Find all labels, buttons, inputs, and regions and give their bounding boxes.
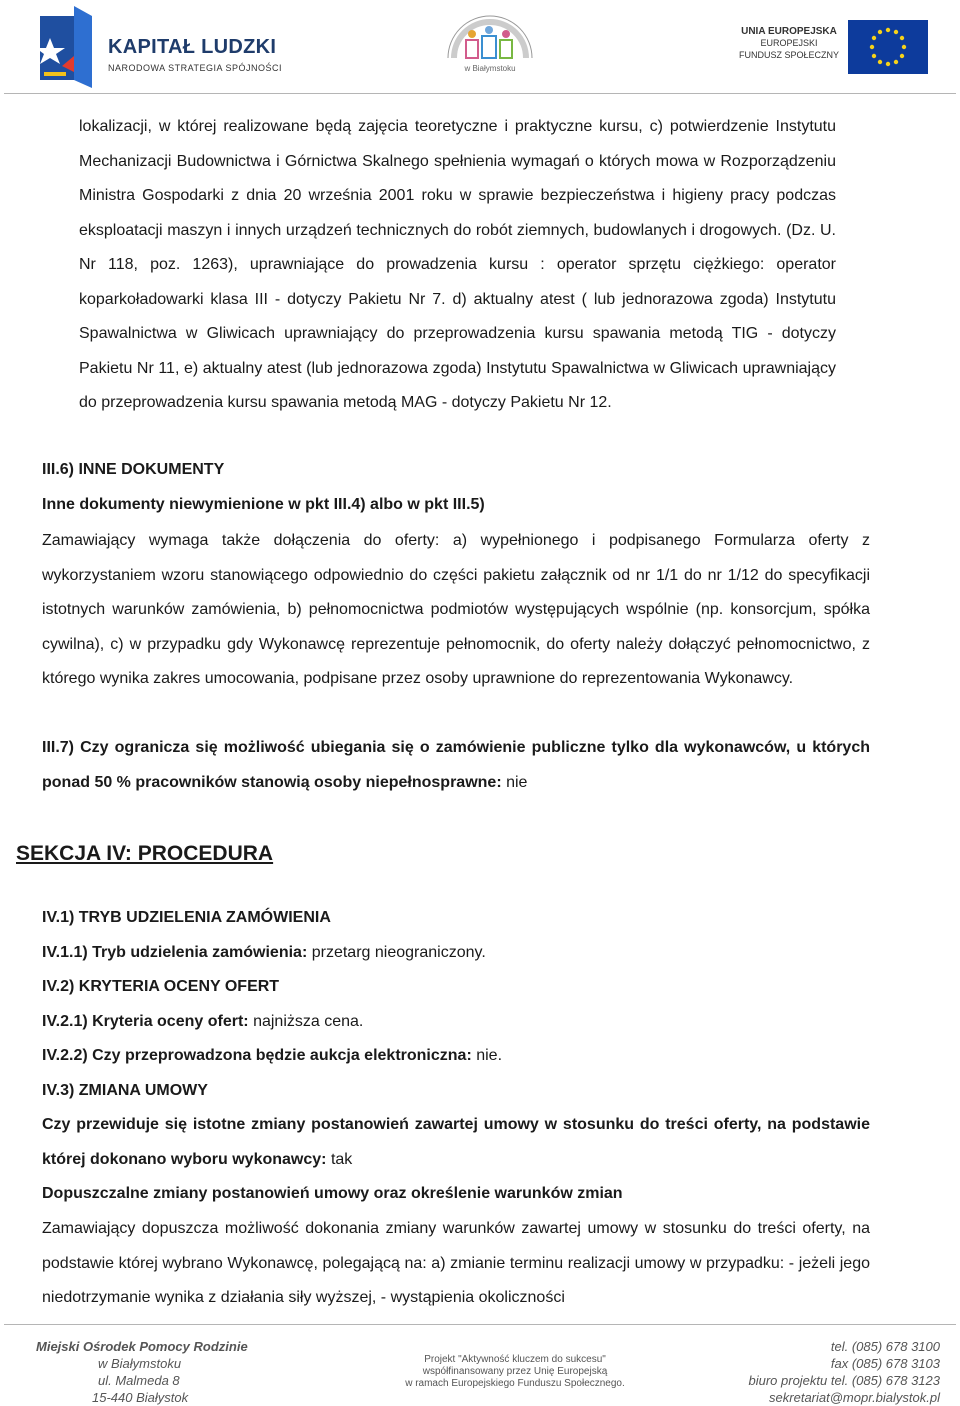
footer-divider [4,1324,956,1325]
ue-line-1: EUROPEJSKI [760,38,818,48]
kapital-ludzki-logo [40,6,290,88]
footer-tel: tel. (085) 678 3100 [830,1339,940,1354]
document-body [0,94,960,1324]
footer-org-postcode: 15-440 Białystok [92,1390,189,1405]
footer-org-street: ul. Malmeda 8 [98,1373,180,1388]
footer-project-line-1: Projekt "Aktywność kluczem do sukcesu" [424,1354,606,1365]
footer-org-city: w Białymstoku [98,1356,182,1371]
paragraph-iv3-question [42,1108,870,1177]
footer-contact [700,1338,940,1406]
page-header [0,0,960,94]
line-iv21 [42,1013,363,1031]
heading-iv2: IV.2) KRYTERIA OCENY OFERT [42,978,280,995]
eu-flag-icon [848,20,928,74]
ue-line-2: FUNDUSZ SPOŁECZNY [738,50,839,60]
iv11-label: IV.1.1) Tryb udzielenia zamówienia: [42,944,308,961]
mopr-city: w Białymstoku [464,64,516,73]
footer-organization [36,1338,248,1406]
heading-iii6: III.6) INNE DOKUMENTY [42,461,225,478]
page-footer [0,1324,960,1406]
heading-dopuszczalne-zmiany: Dopuszczalne zmiany postanowień umowy oraz określenie warunków zmian [42,1185,623,1202]
footer-project [370,1354,660,1390]
footer-project-line-3: w ramach Europejskiego Funduszu Społecznego. [405,1378,625,1389]
iv21-value: najniższa cena. [253,1013,364,1030]
mopr-logo [438,14,542,78]
iv3q-value: tak [330,1150,353,1168]
paragraph-qualifications: lokalizacji, w której realizowane będą zajęcia teoretyczne i praktyczne kursu, c) potwierdzenie Instytutu Mechanizacji Budownictwa i Górnictwa Skalnego spełnienia wymagań o których mowa w Rozporządzeniu Ministra Gospodarki z dnia 20 września 2001 roku w sprawie bezpieczeństwa i higieny pracy podczas eksploatacji maszyn i innych urządzeń technicznych do robót ziemnych, budowlanych i drogowych. (Dz. U. Nr 118, poz. 1263), uprawniające do prowadzenia kursu : operator sprzętu ciężkiego: operator koparkoładowarki klasa III - dotyczy Pakietu Nr 7. d) aktualny atest ( lub jednorazowa zgoda) Instytutu Spawalnictwa w Gliwicach uprawniający do przeprowadzenia kursu spawania metodą TIG - dotyczy Pakietu Nr 11, e) aktualny atest (lub jednorazowa zgoda) Instytutu Spawalnictwa w Gliwicach uprawniający do przeprowadzenia kursu spawania metodą MAG - dotyczy Pakietu Nr 12. [79,118,836,411]
iii7-value: nie [506,773,528,791]
iv21-label: IV.2.1) Kryteria oceny ofert: [42,1013,249,1030]
iv22-label: IV.2.2) Czy przeprowadzona będzie aukcja elektroniczna: [42,1047,472,1064]
ue-title: UNIA EUROPEJSKA [741,26,837,37]
footer-email[interactable]: sekretariat@mopr.bialystok.pl [769,1390,940,1405]
footer-org-name: Miejski Ośrodek Pomocy Rodzinie [36,1339,248,1354]
unia-europejska-logo [724,18,934,74]
section-heading-iv: SEKCJA IV: PROCEDURA [16,842,274,865]
iv22-value: nie. [476,1047,503,1064]
paragraph-other-documents: Zamawiający wymaga także dołączenia do oferty: a) wypełnionego i podpisanego Formularza oferty z wykorzystaniem wzoru stanowiącego odpowiednio do części pakietu załącznik od nr 1/1 do nr 1/12 do specyfikacji istotnych warunków zamówienia, b) pełnomocnictwa podmiotów występujących wspólnie (np. konsorcjum, spółka cywilna), c) w przypadku gdy Wykonawcę reprezentuje pełnomocnik, do oferty należy dołączyć pełnomocnictwo, z którego wynika zakres umocowania, podpisane przez osoby uprawnione do reprezentowania Wykonawcy. [42,532,870,687]
heading-iv1: IV.1) TRYB UDZIELENIA ZAMÓWIENIA [42,909,331,926]
line-iv22 [42,1047,502,1065]
kapital-ludzki-star-icon [40,6,92,88]
kapital-ludzki-title: KAPITAŁ LUDZKI [108,36,277,58]
paragraph-iii7 [42,731,870,800]
iii7-label: III.7) Czy ogranicza się możliwość ubiegania się o zamówienie publiczne tylko dla wykonawców, u których ponad 50 % pracowników stanowią osoby niepełnosprawne: [42,739,870,791]
paragraph-zmiany: Zamawiający dopuszcza możliwość dokonania zmiany warunków zawartej umowy w stosunku do treści oferty, na podstawie której wybrano Wykonawcę, polegającą na: a) zmianie terminu realizacji umowy w przypadku: - jeżeli jego niedotrzymanie wynika z działania siły wyższej, - wystąpienia okoliczności [42,1220,870,1306]
footer-biuro: biuro projektu tel. (085) 678 3123 [748,1373,940,1388]
footer-project-line-2: współfinansowany przez Unię Europejską [422,1366,608,1377]
heading-iv3: IV.3) ZMIANA UMOWY [42,1082,208,1099]
footer-fax: fax (085) 678 3103 [830,1356,940,1371]
iv3q-label: Czy przewiduje się istotne zmiany postanowień zawartej umowy w stosunku do treści oferty, na podstawie której dokonano wyboru wykonawcy: [42,1116,870,1168]
kapital-ludzki-subtitle: NARODOWA STRATEGIA SPÓJNOŚCI [108,63,283,73]
heading-inne-dokumenty: Inne dokumenty niewymienione w pkt III.4) albo w pkt III.5) [42,496,485,513]
iv11-value: przetarg nieograniczony. [311,944,486,961]
mopr-houses-icon [438,14,542,64]
line-iv11 [42,944,486,962]
